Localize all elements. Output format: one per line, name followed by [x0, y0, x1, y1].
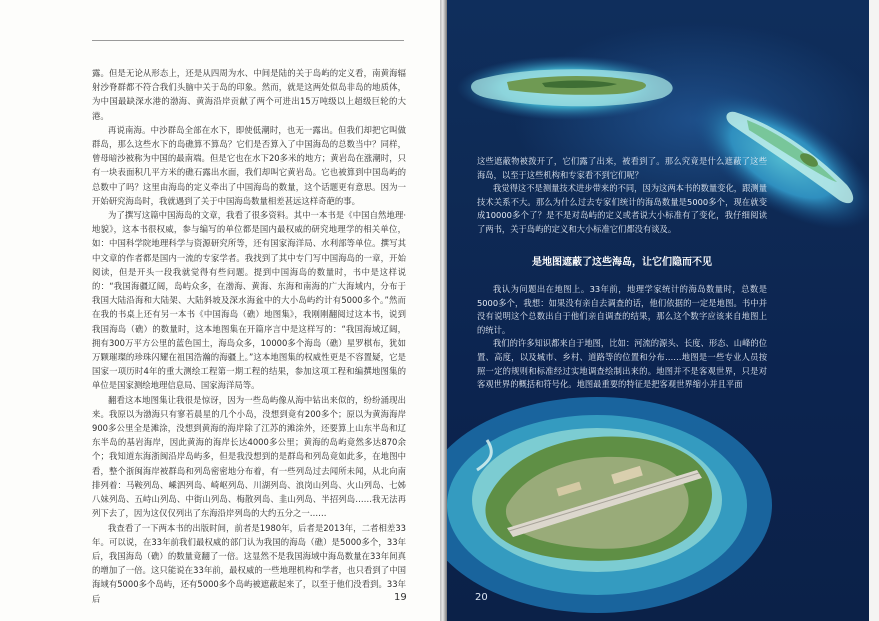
header-rule: [92, 40, 404, 41]
right-paragraph: 我认为问题出在地图上。33年前，地理学家统计的海岛数量时，总数是5000多个，我想：如果没有亲自去调查的话，他们依据的一定是地图。书中并没有说明这个总数出自于他们亲自调查的结果，那么这个数字应该来自地图上的统计。: [477, 284, 767, 335]
left-paragraph: 再说南海。中沙群岛全部在水下，即使低潮时，也无一露出。但我们却把它叫做群岛，那么这些水下的岛礁算不算岛？它们是否算入了中国海岛的总数当中？同样，曾母暗沙被称为中国的最南端。但是它也在水下20多米的地方；黄岩岛在涨潮时，只有一块表面积几平方米的礁石露出水面，我们却叫它黄岩岛。它也被算到中国岛屿的总数中了吗？这里由海岛的定义牵出了中国海岛的数量，这个话题更有意思。因为一开始研究海岛时，我就遇到了关于中国海岛数量相差甚远这样奇葩的事。: [92, 124, 406, 206]
top-island-chain: [457, 56, 677, 120]
left-page-body: [92, 66, 406, 606]
left-paragraph: 翻看这本地图集让我很是惊讶，因为一些岛屿像从海中钻出来似的，纷纷涌现出来。我原以为渤海只有寥若晨星的几个小岛，没想到竟有200多个；原以为黄海海岸900多公里全是滩涂，没想到黄海的海岸除了江苏的滩涂外，还要算上山东半岛和辽东半岛的基岩海岸，因此黄海的海岸长达4000多公里；黄海的岛屿竟然多达870余个；我知道东海浙闽沿岸岛屿多，但是我没想到的是群岛和列岛竟如此多，在地图中看，整个浙闽海岸被群岛和列岛密密地分布着，有一些列岛过去闻所未闻，从北向南排列着：马鞍列岛、嵊泗列岛、崎岖列岛、川湖列岛、浪岗山列岛、火山列岛、七姊八妹列岛、五峙山列岛、中街山列岛、梅散列岛、韭山列岛、半招列岛……我无法再列下去了，因为这仅仅列出了东海沿岸列岛的大约五分之一……: [92, 394, 406, 519]
right-page-body-top: [477, 155, 767, 237]
left-paragraph: 为了撰写这篇中国海岛的文章，我看了很多资料。其中一本书是《中国自然地理·地貌》，这本书很权威，参与编写的单位都是国内最权威的研究地理学的相关单位，如：中国科学院地理科学与资源研究所等，还有国家海洋局、水利部等单位。撰写其中文章的作者都是国内一流的专家学者。我找到了其中专门写中国海岛的一章，开始阅读，但是开头一段我就觉得有些问题。提到中国海岛的数量时，书中是这样说的：“我国海疆辽阔，岛屿众多，在渤海、黄海、东海和南海的广大海域内，分布于我国大陆沿海和大陆架、大陆斜坡及深水海盆中的大小岛屿约计有5000多个。”然而在我的书桌上还有另一本书《中国海岛（礁）地图集》，我刚刚翻阅过这本书，说到我国海岛（礁）的数量时，这本地图集在开篇序言中是这样写的：“我国海域辽阔，拥有300万平方公里的蓝色国土，海岛众多，10000多个海岛（礁）星罗棋布，犹如万颗璀璨的珍珠闪耀在祖国浩瀚的海疆上。”这本地图集的权威性更是不容置疑，它是国家一项历时4年的重大测绘工程第一期工程的结果，参加这项工程和编撰地图集的单位是国家测绘地理信息局、国家海洋局等。: [92, 210, 406, 391]
section-heading: 是地图遮蔽了这些海岛，让它们隐而不见: [532, 257, 712, 268]
right-page-body-bottom: [477, 283, 767, 392]
book-gutter: [440, 0, 447, 621]
right-paragraph: 我们的许多知识都来自于地图，比如：河流的源头、长度、形态、山峰的位置、高度，以及城市、乡村、道路等的位置和分布……地图是一些专业人员按照一定的规则和标准经过实地调查绘制出来的。地图并不是客观世界，只是对客观世界的概括和符号化。地图最重要的特征是把客观世界缩小并且平面: [477, 338, 767, 390]
page-edge: [869, 0, 879, 621]
right-paragraph: 这些遮蔽物被拨开了，它们露了出来，被看到了。那么究竟是什么遮蔽了这些海岛，以至于这些机构和专家看不到它们呢？: [477, 156, 767, 180]
bottom-island: [447, 397, 772, 613]
left-paragraph: 我查看了一下两本书的出版时间，前者是1980年，后者是2013年，二者相差33年。可以说，在33年前我们最权威的部门认为我国的海岛（礁）是5000多个，33年后，我国海岛（礁）的数量竟翻了一倍。这显然不是我国海域中海岛数量在33年间真的增加了一倍。这只能说在33年前，最权威的一些地理机构和学者，也只看到了中国海域有5000多个岛屿，还有5000多个岛屿被遮蔽起来了，以至于他们没看到。33年后: [92, 522, 406, 604]
right-page-number: 20: [475, 592, 488, 603]
left-page-number: 19: [394, 592, 407, 603]
right-page: [447, 0, 879, 621]
left-paragraph: 露。但是无论从形态上，还是从四周为水、中间是陆的关于岛屿的定义看，南黄海辐射沙脊群都不符合我们头脑中关于岛的印象。然而，就是这两处似岛非岛的地质体，为中国最缺深水港的渤海、黄海沿岸贡献了两个可进出15万吨级以上超级巨轮的大港。: [92, 68, 406, 121]
right-paragraph: 我觉得这不是测量技术进步带来的不同，因为这两本书的数量变化，跟测量技术关系不大。那么为什么过去专家们统计的海岛数量是5000多个，现在就变成10000多个了？是不是对岛屿的定义或者说大小标准有了变化，我仔细阅读了两书，关于岛屿的定义和大小标准它们都没有谈及。: [477, 183, 767, 234]
